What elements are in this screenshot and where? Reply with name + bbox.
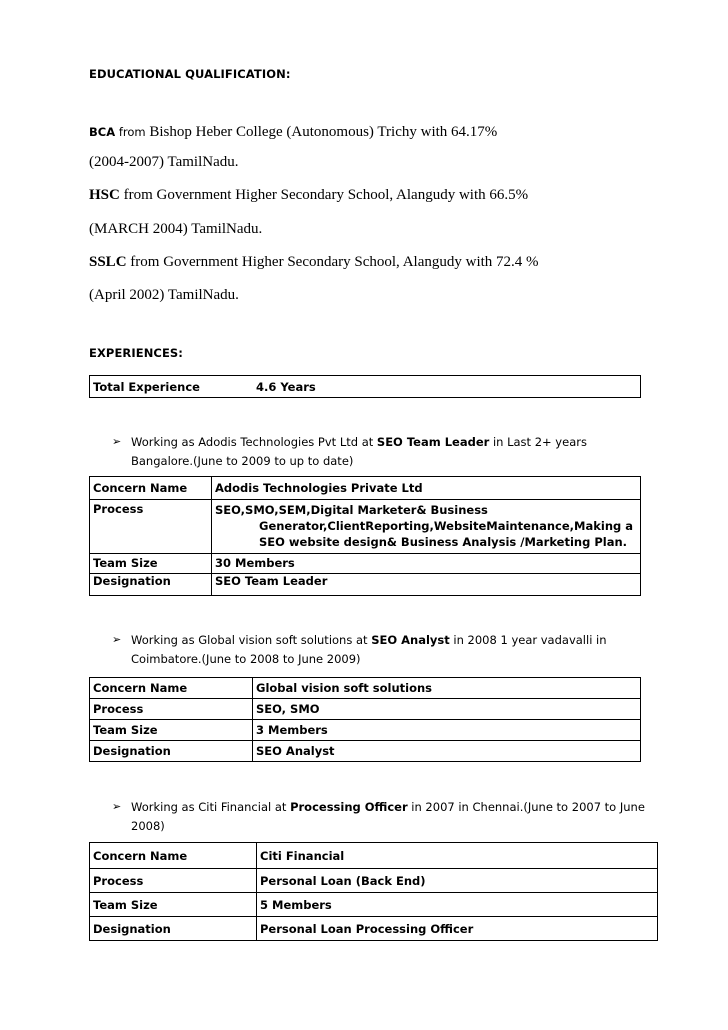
job1-process-line2: Generator,ClientReporting,WebsiteMaintenance,Making a [259,519,634,533]
job1-process-value [212,500,641,554]
job3-line2: 2008) [131,819,165,833]
job2-bullet [112,631,672,671]
job3-process-label: Process [90,869,257,893]
job2-role: SEO Analyst [371,633,450,647]
job3-concern-value: Citi Financial [257,843,658,869]
sslc-label: SSLC [89,254,127,270]
job2-table [89,677,641,762]
job1-concern-value: Adodis Technologies Private Ltd [212,477,641,500]
job1-table [89,476,641,596]
job2-line2: Coimbatore.(June to 2008 to June 2009) [131,652,361,666]
job2-concern-label: Concern Name [90,678,253,699]
job3-suffix: in 2007 in Chennai.(June to 2007 to June [407,800,645,814]
job1-designation-value: SEO Team Leader [212,574,641,596]
job1-designation-label: Designation [90,574,212,596]
job3-designation-value: Personal Loan Processing Officer [257,917,658,941]
arrow-bullet-icon: ➢ [112,633,122,646]
job3-team-label: Team Size [90,893,257,917]
job3-team-value: 5 Members [257,893,658,917]
job1-process-line1: SEO,SMO,SEM,Digital Marketer& Business [215,503,488,517]
job2-process-value: SEO, SMO [253,699,641,720]
bca-line2: (2004-2007) TamilNadu. [89,154,239,170]
job2-team-value: 3 Members [253,720,641,741]
arrow-bullet-icon: ➢ [112,435,122,448]
job1-concern-label: Concern Name [90,477,212,500]
job1-team-value: 30 Members [212,554,641,574]
job1-suffix: in Last 2+ years [489,435,587,449]
job3-concern-label: Concern Name [90,843,257,869]
bca-label: BCA [89,125,116,139]
job3-table [89,842,658,941]
job2-concern-value: Global vision soft solutions [253,678,641,699]
total-experience-label: Total Experience [90,376,254,398]
job3-bullet [112,798,672,838]
job1-prefix: Working as Adodis Technologies Pvt Ltd at [131,435,377,449]
job2-process-label: Process [90,699,253,720]
total-experience-value: 4.6 Years [253,376,641,398]
job2-suffix: in 2008 1 year vadavalli in [449,633,607,647]
job1-bullet [112,433,672,473]
education-heading: EDUCATIONAL QUALIFICATION: [89,67,291,81]
education-sslc [89,254,539,271]
job3-process-value: Personal Loan (Back End) [257,869,658,893]
job1-process-line3: SEO website design& Business Analysis /Marketing Plan. [259,535,628,549]
hsc-line2: (MARCH 2004) TamilNadu. [89,221,263,237]
education-hsc [89,187,528,204]
bca-text: Bishop Heber College (Autonomous) Trichy with 64.17% [149,124,498,140]
job1-role: SEO Team Leader [376,435,490,449]
job2-prefix: Working as Global vision soft solutions at [131,633,372,647]
job3-prefix: Working as Citi Financial at [131,800,291,814]
sslc-line2: (April 2002) TamilNadu. [89,287,239,303]
job3-role: Processing Officer [290,800,408,814]
hsc-label: HSC [89,187,120,203]
arrow-bullet-icon: ➢ [112,800,122,813]
bca-from: from [118,125,146,139]
job1-team-label: Team Size [90,554,212,574]
job2-designation-value: SEO Analyst [253,741,641,762]
job2-team-label: Team Size [90,720,253,741]
total-experience-table [89,375,641,398]
job2-designation-label: Designation [90,741,253,762]
job1-process-label: Process [90,500,212,554]
experiences-heading: EXPERIENCES: [89,346,183,360]
sslc-text: from Government Higher Secondary School, Alangudy with 72.4 % [130,254,539,270]
education-bca [89,124,497,141]
hsc-text: from Government Higher Secondary School, Alangudy with 66.5% [123,187,529,203]
job3-designation-label: Designation [90,917,257,941]
job1-line2: Bangalore.(June to 2009 to up to date) [131,454,354,468]
